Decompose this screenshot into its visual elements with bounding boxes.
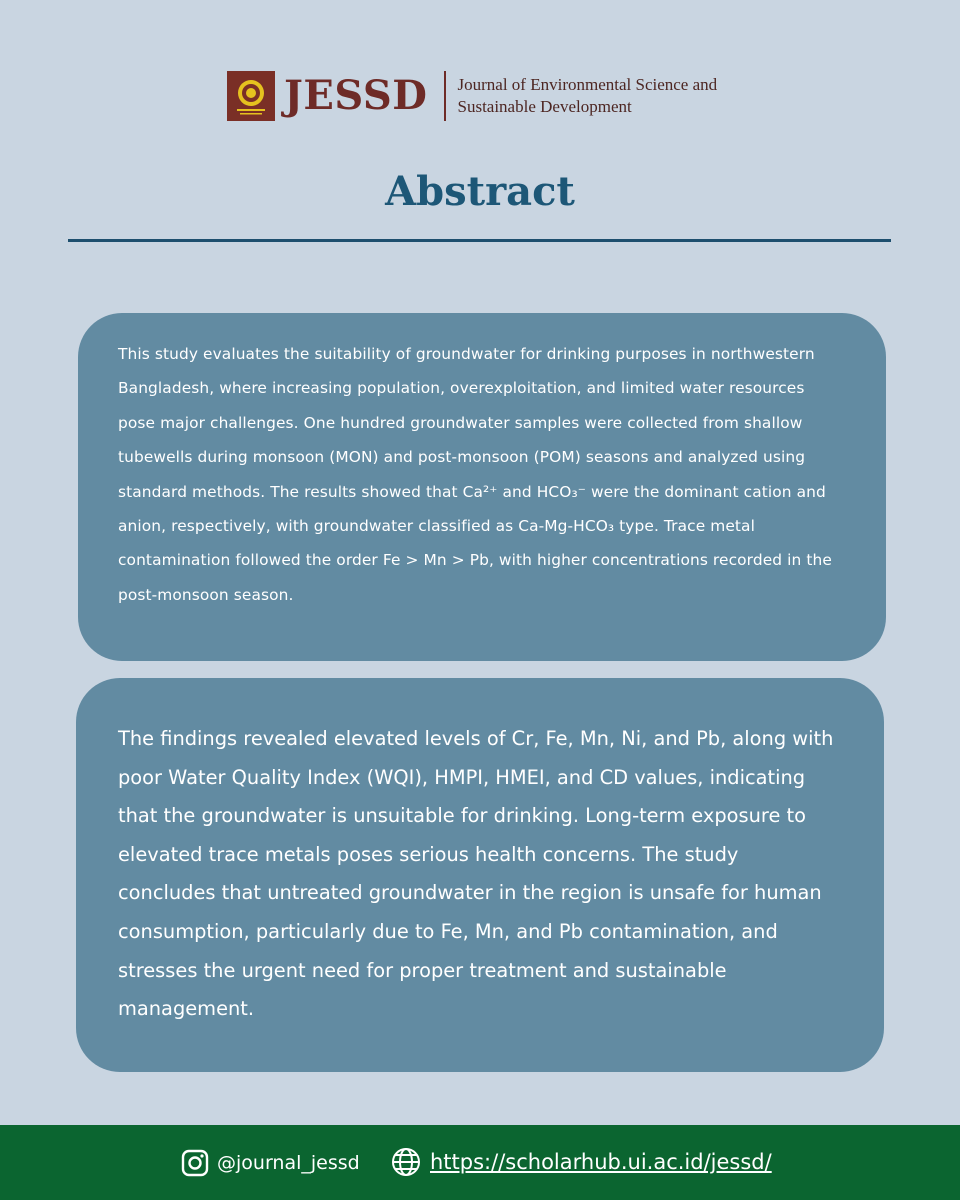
website-link[interactable]: https://scholarhub.ui.ac.id/jessd/: [430, 1150, 772, 1174]
journal-brand: JESSD: [284, 72, 428, 119]
university-seal-icon: [227, 71, 275, 121]
journal-name-line1: Journal of Environmental Science and: [457, 75, 718, 94]
abstract-paragraph-1: This study evaluates the suitability of groundwater for drinking purposes in northwestern Bangladesh, where increasing population, overexploitation, and limited water resources pose major challenges. One hundred groundwater samples were collected from shallow tubewells during monsoon (MON) and post-monsoon (POM) seasons and analyzed using standard methods. The results showed that Ca²⁺ and HCO₃⁻ were the dominant cation and anion, respectively, with groundwater classified as Ca-Mg-HCO₃ type. Trace metal contamination followed the order Fe > Mn > Pb, with higher concentrations recorded in the post-monsoon season.: [118, 345, 832, 604]
page-title: Abstract: [385, 168, 575, 215]
journal-header: [227, 70, 717, 122]
abstract-card-1: [78, 313, 886, 661]
journal-name-line2: Sustainable Development: [457, 97, 632, 116]
abstract-paragraph-2: The findings revealed elevated levels of Cr, Fe, Mn, Ni, and Pb, along with poor Water Quality Index (WQI), HMPI, HMEI, and CD values, indicating that the groundwater is unsuitable for drinking. Long-term exposure to elevated trace metals poses serious health concerns. The study concludes that untreated groundwater in the region is unsafe for human consumption, particularly due to Fe, Mn, and Pb contamination, and stresses the urgent need for proper treatment and sustainable management.: [118, 727, 834, 1021]
title-underline: [68, 239, 891, 242]
footer: [0, 1125, 960, 1200]
instagram-handle[interactable]: [181, 1147, 360, 1179]
abstract-card-2: [76, 678, 884, 1072]
globe-icon: [390, 1146, 422, 1178]
journal-name: [458, 74, 718, 118]
website-link-group: [390, 1145, 772, 1179]
instagram-icon: [181, 1149, 209, 1177]
header-divider: [444, 71, 446, 121]
instagram-handle-text: @journal_jessd: [217, 1152, 360, 1174]
